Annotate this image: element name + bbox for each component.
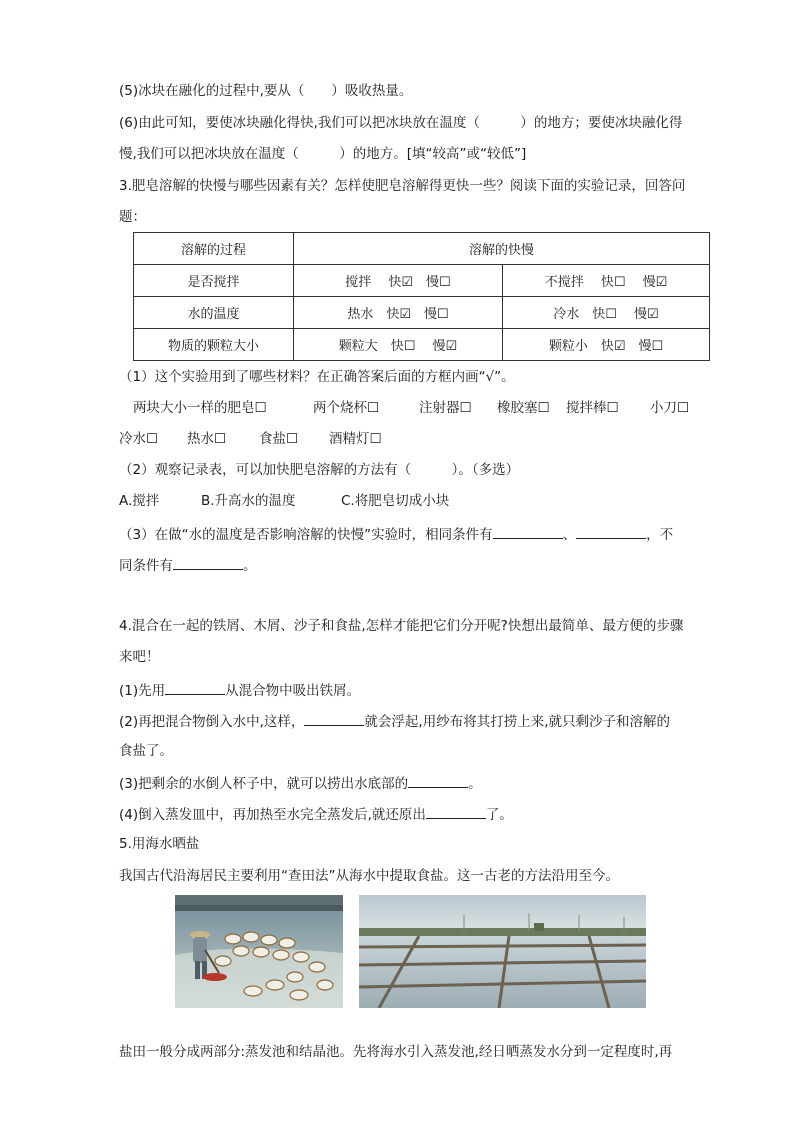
salt-worker-image — [175, 895, 343, 1008]
row-factor: 物质的颗粒大小 — [134, 329, 294, 361]
material-option[interactable]: 注射器☐ — [419, 400, 472, 416]
q4-step2-text-end: 就会浮起,用纱布将其打捞上来,就只剩沙子和溶解的 — [364, 714, 671, 730]
table-row — [134, 297, 710, 329]
q4-step3 — [119, 773, 482, 793]
table-header-row — [134, 233, 710, 265]
material-option[interactable]: 食盐☐ — [259, 431, 299, 447]
choice-a[interactable]: A.搅拌 — [119, 493, 160, 509]
row-right-cell: 颗粒小 快☑ 慢☐ — [503, 329, 710, 361]
q3-sub3-line2-text: 同条件有 — [119, 558, 173, 574]
q5-title: 5.用海水晒盐 — [119, 836, 200, 852]
experiment-record-table — [133, 232, 710, 361]
material-option[interactable]: 热水☐ — [187, 431, 227, 447]
q2-item5: (5)冰块在融化的过程中,要从（ ）吸收热量。 — [119, 83, 413, 99]
q4-step4-text-end: 了。 — [485, 807, 513, 823]
q3-intro-line2: 题： — [119, 209, 146, 225]
answer-blank[interactable] — [173, 555, 243, 570]
q4-step4-text: (4)倒入蒸发皿中，再加热至水完全蒸发后,就还原出 — [119, 807, 426, 823]
q3-sub3-text: （3）在做“水的温度是否影响溶解的快慢”实验时，相同条件有 — [119, 527, 493, 543]
row-right-cell: 不搅拌 快☐ 慢☑ — [503, 265, 710, 297]
q3-sub2: （2）观察记录表，可以加快肥皂溶解的方法有（ ）。（多选） — [119, 462, 520, 478]
header-speed: 溶解的快慢 — [294, 233, 710, 265]
q4-step2-text: (2)再把混合物倒入水中,这样， — [119, 714, 305, 730]
q4-intro-line2: 来吧！ — [119, 649, 160, 665]
q4-step3-text-end: 。 — [468, 776, 482, 792]
row-left-cell: 颗粒大 快☐ 慢☑ — [294, 329, 503, 361]
q3-intro-line1: 3.肥皂溶解的快慢与哪些因素有关？怎样使肥皂溶解得更快一些？阅读下面的实验记录，回答问 — [119, 178, 686, 194]
answer-blank[interactable] — [408, 773, 468, 788]
table-row — [134, 265, 710, 297]
row-left-cell: 搅拌 快☑ 慢☐ — [294, 265, 503, 297]
q3-sub3-end: ，不 — [646, 527, 674, 543]
choice-c[interactable]: C.将肥皂切成小块 — [341, 493, 450, 509]
q4-step1-text: (1)先用 — [119, 683, 166, 699]
row-factor: 水的温度 — [134, 297, 294, 329]
material-option[interactable]: 冷水☐ — [119, 431, 159, 447]
table-row — [134, 329, 710, 361]
q4-step1 — [119, 680, 360, 700]
q3-sub1: （1）这个实验用到了哪些材料？在正确答案后面的方框内画“√”。 — [119, 369, 515, 385]
q3-sub3-line1 — [119, 524, 673, 544]
row-left-cell: 热水 快☑ 慢☐ — [294, 297, 503, 329]
material-option[interactable]: 橡胶塞☐ — [497, 400, 550, 416]
q2-item6-line2: 慢,我们可以把冰块放在温度（ ）的地方。[填“较高”或“较低”] — [119, 146, 527, 162]
header-process: 溶解的过程 — [134, 233, 294, 265]
q4-step2 — [119, 711, 670, 731]
q4-step1-text-end: 从混合物中吸出铁屑。 — [225, 683, 361, 699]
q3-sub3-period: 。 — [243, 558, 257, 574]
answer-blank[interactable] — [426, 804, 486, 819]
salt-field-photo — [359, 895, 646, 1008]
q4-step3-text: (3)把剩余的水倒人杯子中，就可以捞出水底部的 — [119, 776, 409, 792]
answer-blank[interactable] — [493, 524, 563, 539]
material-option[interactable]: 小刀☐ — [650, 400, 690, 416]
q3-sub3-line2 — [119, 555, 257, 575]
choice-b[interactable]: B.升高水的温度 — [201, 493, 296, 509]
row-right-cell: 冷水 快☐ 慢☑ — [503, 297, 710, 329]
materials-line2 — [119, 430, 382, 448]
answer-blank[interactable] — [165, 680, 225, 695]
q5-bottom-text: 盐田一般分成两部分:蒸发池和结晶池。先将海水引入蒸发池,经日晒蒸发水分到一定程度时,再 — [119, 1044, 673, 1060]
material-option[interactable]: 两块大小一样的肥皂☐ — [133, 400, 267, 416]
material-option[interactable]: 两个烧杯☐ — [313, 400, 380, 416]
row-factor: 是否搅拌 — [134, 265, 294, 297]
q4-step2-line2: 食盐了。 — [119, 743, 173, 759]
q5-intro: 我国古代沿海居民主要利用“查田法”从海水中提取食盐。这一古老的方法沿用至今。 — [119, 868, 619, 884]
q4-intro-line1: 4.混合在一起的铁屑、木屑、沙子和食盐,怎样才能把它们分开呢?快想出最简单、最方便的步骤 — [119, 618, 684, 634]
q4-step4 — [119, 804, 513, 824]
material-option[interactable]: 酒精灯☐ — [329, 431, 382, 447]
q3-choices — [119, 492, 449, 510]
materials-line1 — [133, 399, 689, 417]
q3-sub3-separator: 、 — [562, 527, 577, 543]
q2-item6-line1: (6)由此可知，要使冰块融化得快,我们可以把冰块放在温度（ ）的地方；要使冰块融化得 — [119, 115, 683, 131]
salt-field-image — [359, 895, 646, 1008]
salt-worker-photo — [175, 895, 343, 1008]
answer-blank[interactable] — [576, 524, 646, 539]
material-option[interactable]: 搅拌棒☐ — [566, 400, 619, 416]
answer-blank[interactable] — [304, 711, 364, 726]
